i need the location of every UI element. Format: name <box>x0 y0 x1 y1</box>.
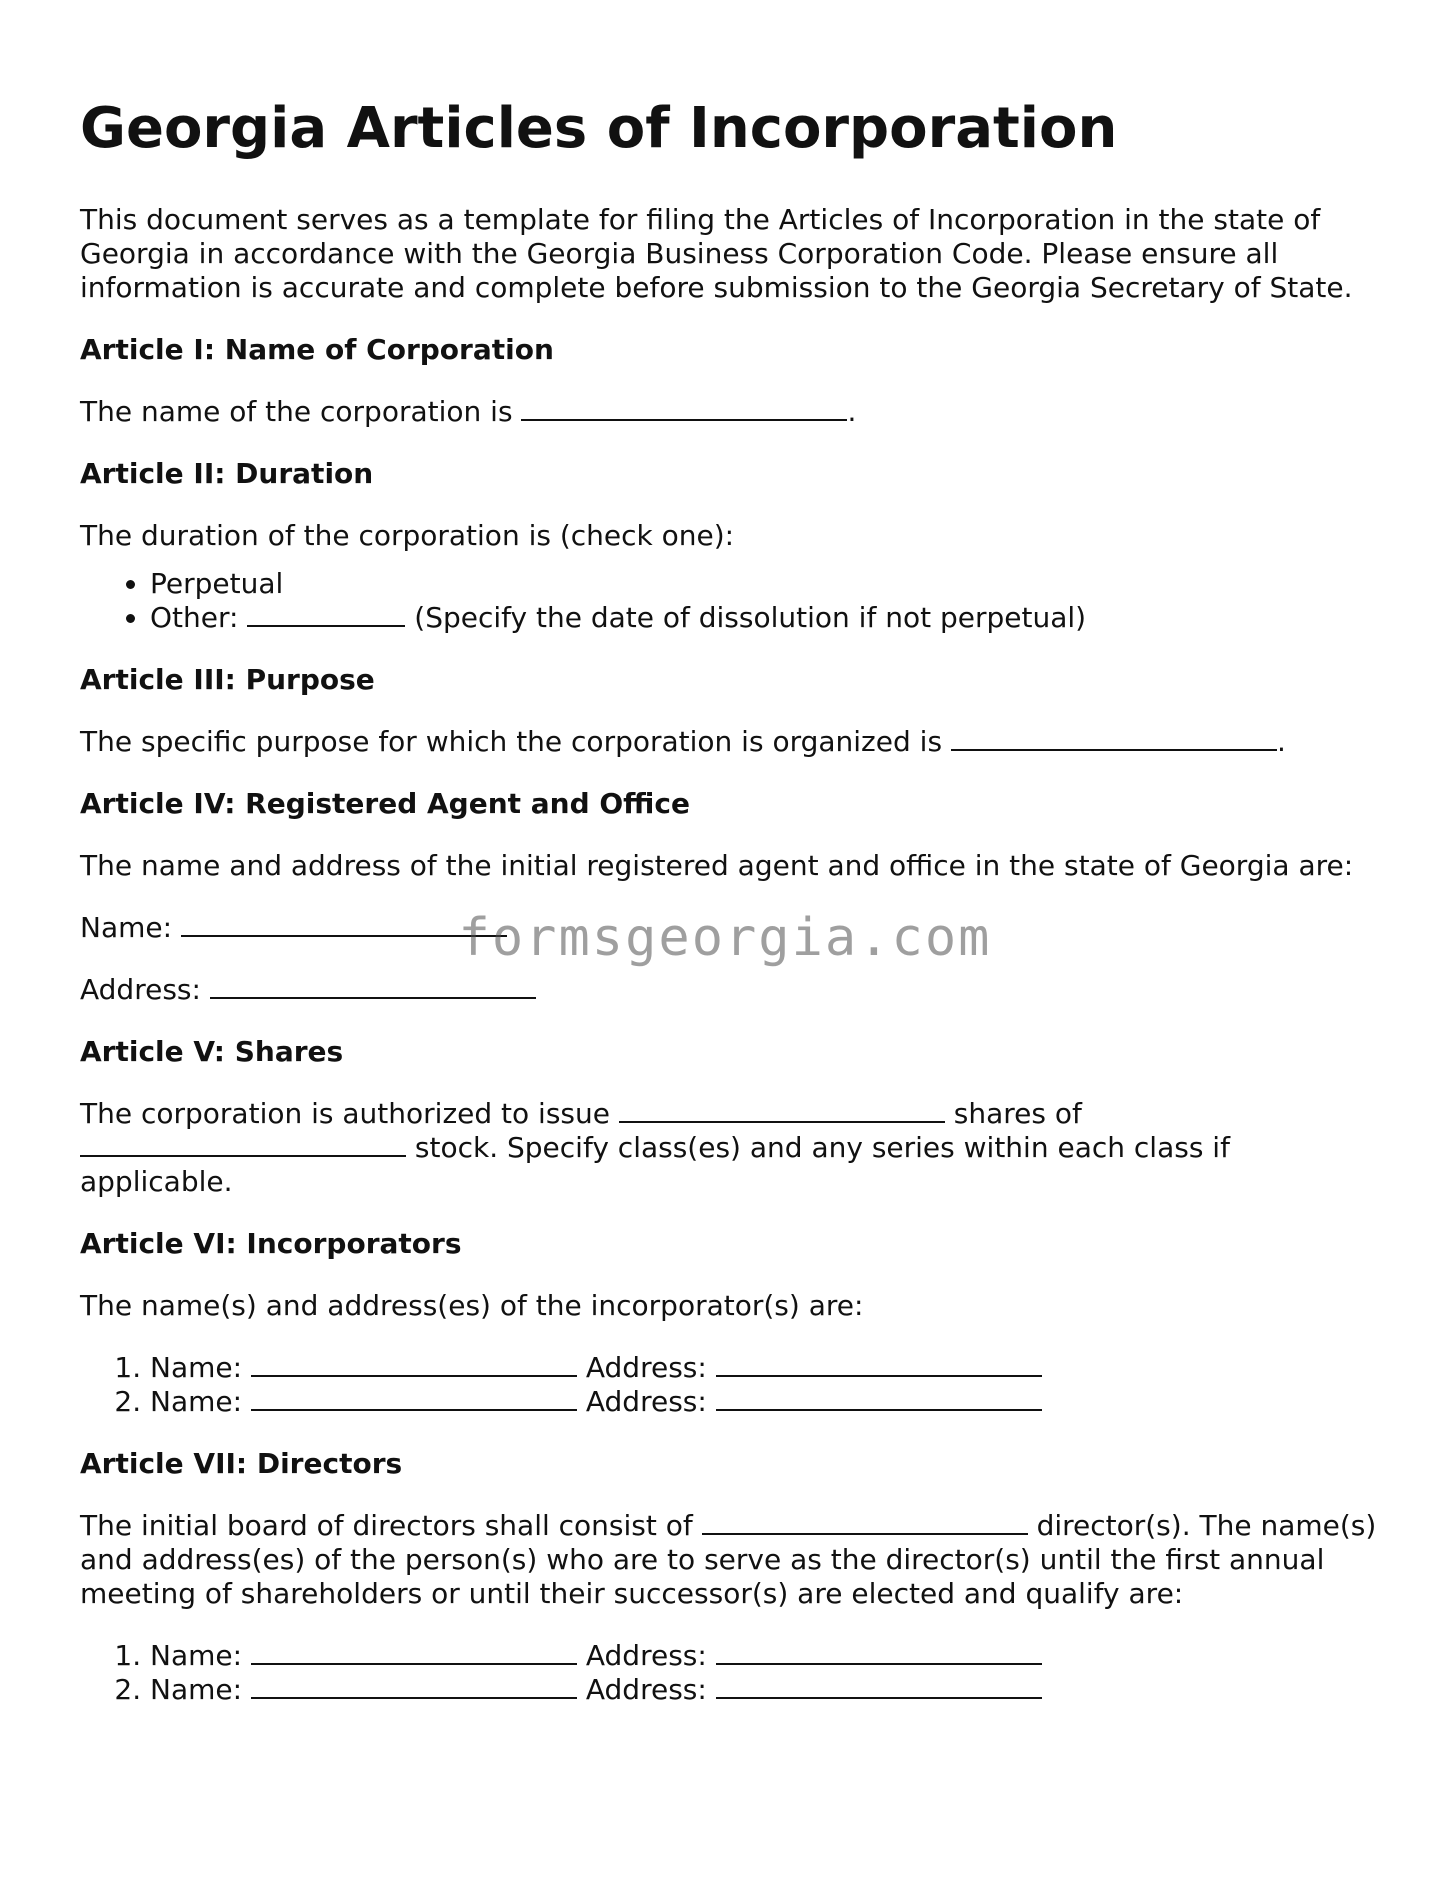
article3-heading: Article III: Purpose <box>80 662 375 696</box>
stock-class-blank[interactable] <box>80 1154 406 1157</box>
article4-text: The name and address of the initial registered agent and office in the state of Georgia are: <box>80 848 1354 882</box>
duration-option-other[interactable] <box>150 601 1380 635</box>
purpose-blank[interactable] <box>951 748 1277 751</box>
incorporator-item <box>150 1351 1380 1385</box>
director-2-address-blank[interactable] <box>716 1696 1042 1699</box>
agent-name-line <box>80 911 1380 945</box>
other-label: Other: <box>150 600 239 634</box>
article3-text <box>80 725 1380 759</box>
article1-text <box>80 395 1380 429</box>
agent-name-label: Name: <box>80 910 173 944</box>
shares-count-blank[interactable] <box>619 1120 945 1123</box>
director-count-blank[interactable] <box>702 1532 1028 1535</box>
incorporator-item <box>150 1385 1380 1419</box>
incorporator-name-label: Name: <box>150 1384 243 1418</box>
incorporator-1-name-blank[interactable] <box>251 1374 577 1377</box>
article5-text-b: shares of <box>953 1096 1082 1130</box>
dissolution-date-blank[interactable] <box>247 624 405 627</box>
article6-heading: Article VI: Incorporators <box>80 1226 462 1260</box>
agent-address-label: Address: <box>80 972 201 1006</box>
article7-text-b: director(s). The name(s) and address(es) of the person(s) who are to serve as the director(s) until the first annual meeting of shareholders or until their successor(s) are elected and qualify are: <box>80 1508 1377 1610</box>
agent-name-blank[interactable] <box>181 934 507 937</box>
page-title: Georgia Articles of Incorporation <box>80 96 1118 161</box>
incorporator-address-label: Address: <box>585 1384 707 1418</box>
article2-heading: Article II: Duration <box>80 456 374 490</box>
article7-text <box>80 1509 1380 1611</box>
article5-heading: Article V: Shares <box>80 1034 344 1068</box>
incorporator-address-label: Address: <box>585 1350 707 1384</box>
article7-text-a: The initial board of directors shall consist of <box>80 1508 693 1542</box>
article5-text <box>80 1097 1380 1199</box>
intro-paragraph: This document serves as a template for filing the Articles of Incorporation in the state of Georgia in accordance with the Georgia Business Corporation Code. Please ensure all information is accurate and complete before submission to the Georgia Secretary of State. <box>80 202 1353 304</box>
director-address-label: Address: <box>585 1672 707 1706</box>
duration-options-list <box>80 567 1380 635</box>
corporation-name-blank[interactable] <box>521 418 847 421</box>
incorporator-1-address-blank[interactable] <box>716 1374 1042 1377</box>
director-name-label: Name: <box>150 1672 243 1706</box>
article7-heading: Article VII: Directors <box>80 1446 403 1480</box>
director-item <box>150 1673 1380 1707</box>
article6-text: The name(s) and address(es) of the incorporator(s) are: <box>80 1288 864 1322</box>
agent-address-line <box>80 973 1380 1007</box>
watermark: formsgeorgia.com <box>458 908 992 968</box>
incorporator-2-name-blank[interactable] <box>251 1408 577 1411</box>
director-1-name-blank[interactable] <box>251 1662 577 1665</box>
incorporator-name-label: Name: <box>150 1350 243 1384</box>
article3-end: . <box>1276 724 1286 758</box>
article4-heading: Article IV: Registered Agent and Office <box>80 786 690 820</box>
article1-label: The name of the corporation is <box>80 394 513 428</box>
incorporator-2-address-blank[interactable] <box>716 1408 1042 1411</box>
directors-list <box>80 1639 1380 1707</box>
director-2-name-blank[interactable] <box>251 1696 577 1699</box>
article1-heading: Article I: Name of Corporation <box>80 332 554 366</box>
duration-option-perpetual[interactable] <box>150 567 1380 601</box>
director-1-address-blank[interactable] <box>716 1662 1042 1665</box>
director-name-label: Name: <box>150 1638 243 1672</box>
article5-text-a: The corporation is authorized to issue <box>80 1096 610 1130</box>
article2-text: The duration of the corporation is (check one): <box>80 518 735 552</box>
other-note: (Specify the date of dissolution if not perpetual) <box>414 600 1087 634</box>
director-item <box>150 1639 1380 1673</box>
article3-label: The specific purpose for which the corporation is organized is <box>80 724 943 758</box>
article1-end: . <box>847 394 857 428</box>
agent-address-blank[interactable] <box>210 996 536 999</box>
incorporators-list <box>80 1351 1380 1419</box>
document-page <box>80 98 1380 1735</box>
perpetual-label: Perpetual <box>150 566 284 600</box>
article5-text-c: stock. Specify class(es) and any series within each class if applicable. <box>80 1130 1230 1198</box>
director-address-label: Address: <box>585 1638 707 1672</box>
